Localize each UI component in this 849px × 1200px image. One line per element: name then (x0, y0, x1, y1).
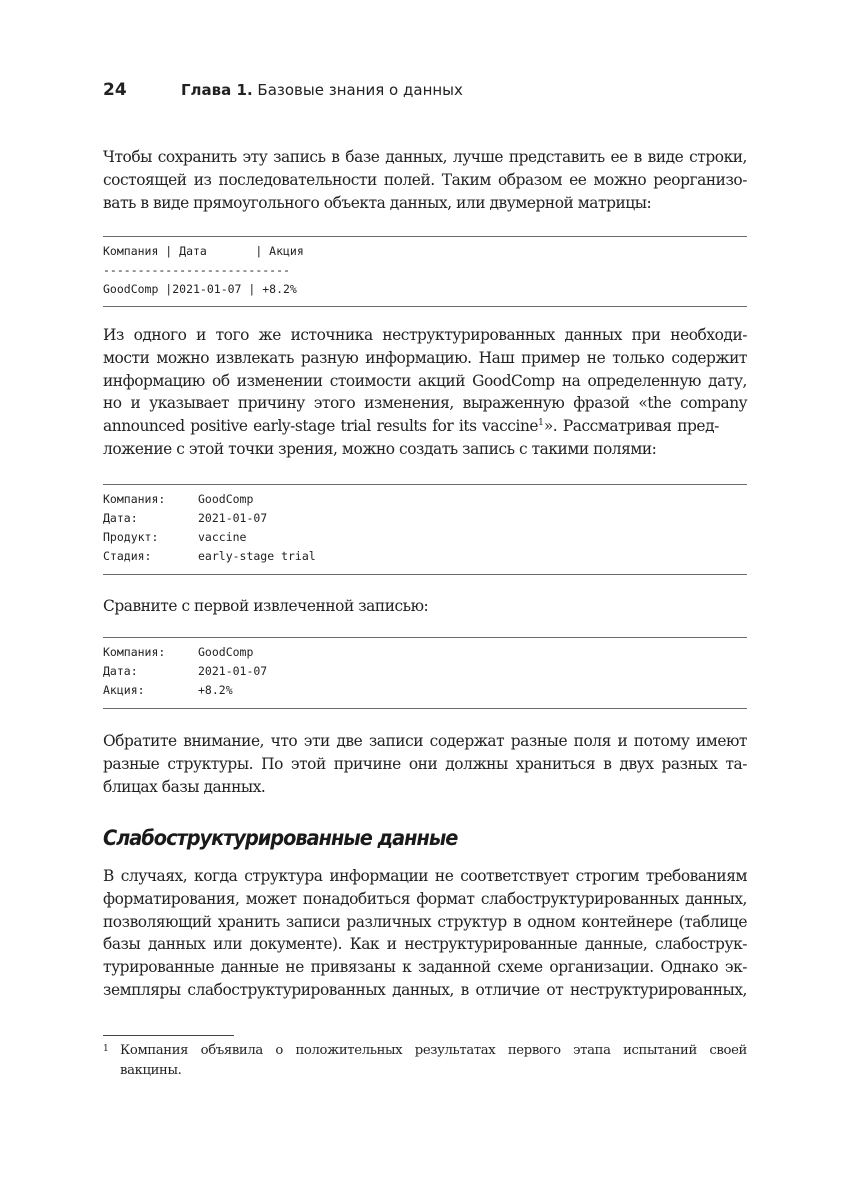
code-block-table (103, 236, 747, 307)
text-line: ложение с этой точки зрения, можно создать запись с такими полями: (103, 439, 657, 458)
record-field-value: GoodComp (198, 645, 254, 659)
paragraph-compare (103, 595, 747, 618)
record-field-key: Компания: (103, 492, 166, 506)
record-field-key: Дата: (103, 511, 138, 525)
code-block-record-2 (103, 637, 747, 709)
footnote-line: Компания объявила о положительных результатах первого этапа испытаний своей (120, 1043, 747, 1058)
record-field-value: 2021-01-07 (198, 511, 268, 525)
running-head (103, 80, 747, 100)
text-line: позволяющий хранить записи различных структур в одном контейнере (таблице (103, 912, 747, 931)
text-line: турированные данные не привязаны к заданной схеме организации. Однако эк- (103, 958, 747, 977)
text-line: информацию об изменении стоимости акций GoodComp на определенную дату, (103, 371, 747, 390)
code-row-line: GoodComp |2021-01-07 | +8.2% (103, 282, 297, 296)
footnote-reference: 1 (538, 418, 544, 429)
text-line: Обратите внимание, что эти две записи содержат разные поля и потому имеют (103, 732, 747, 750)
record-field-key: Стадия: (103, 549, 152, 563)
page-number: 24 (103, 80, 127, 100)
record-field-key: Акция: (103, 683, 145, 697)
code-separator-line: --------------------------- (103, 263, 290, 277)
code-header-line: Компания | Дата | Акция (103, 244, 304, 258)
text-fragment: announced positive early-stage trial results for its vaccine (103, 417, 539, 436)
record-field-key: Компания: (103, 645, 166, 659)
footnote-line: вакцины. (120, 1063, 182, 1078)
text-line: базы данных или документе). Как и неструктурированные данные, слабострук- (103, 935, 747, 954)
text-line-with-footnote-ref (103, 415, 747, 438)
paragraph-intro (103, 146, 747, 214)
paragraph-note (103, 730, 747, 798)
text-line: Сравните с первой извлеченной записью: (103, 597, 429, 615)
paragraph-extraction (103, 324, 747, 461)
text-line: Из одного и того же источника неструктурированных данных при необходи- (103, 326, 747, 344)
section-heading: Слабоструктурированные данные (103, 826, 458, 850)
record-field-value: vaccine (198, 530, 247, 544)
record-field-value: GoodComp (198, 492, 254, 506)
text-line: Чтобы сохранить эту запись в базе данных, лучше представить ее в виде строки, (103, 148, 747, 166)
text-line: но и указывает причину этого изменения, выраженную фразой «the company (103, 394, 747, 413)
text-line: вать в виде прямоугольного объекта данных, или двумерной матрицы: (103, 193, 652, 212)
record-field-value: +8.2% (198, 683, 233, 697)
text-fragment: ». Рассматривая пред- (543, 417, 719, 436)
text-line: разные структуры. По этой причине они должны храниться в двух разных та- (103, 754, 747, 773)
text-line: мости можно извлекать разную информацию. Наш пример не только содержит (103, 348, 747, 367)
text-line: форматирования, может понадобиться формат слабоструктурированных данных, (103, 889, 747, 908)
footnote-divider (103, 1035, 234, 1036)
footnote-mark: 1 (103, 1044, 109, 1054)
record-field-value: early-stage trial (198, 549, 316, 563)
text-line: земпляры слабоструктурированных данных, в отличие от неструктурированных, (103, 980, 747, 999)
code-block-record-1 (103, 484, 747, 575)
chapter-title: Базовые знания о данных (257, 81, 463, 99)
record-field-key: Продукт: (103, 530, 159, 544)
chapter-label: Глава 1. (181, 81, 253, 99)
record-field-value: 2021-01-07 (198, 664, 268, 678)
text-line: состоящей из последовательности полей. Таким образом ее можно реорганизо- (103, 170, 747, 189)
text-line: В случаях, когда структура информации не соответствует строгим требованиям (103, 867, 747, 885)
paragraph-semistructured (103, 865, 747, 1002)
footnote (103, 1041, 747, 1081)
record-field-key: Дата: (103, 664, 138, 678)
text-line: блицах базы данных. (103, 777, 266, 796)
